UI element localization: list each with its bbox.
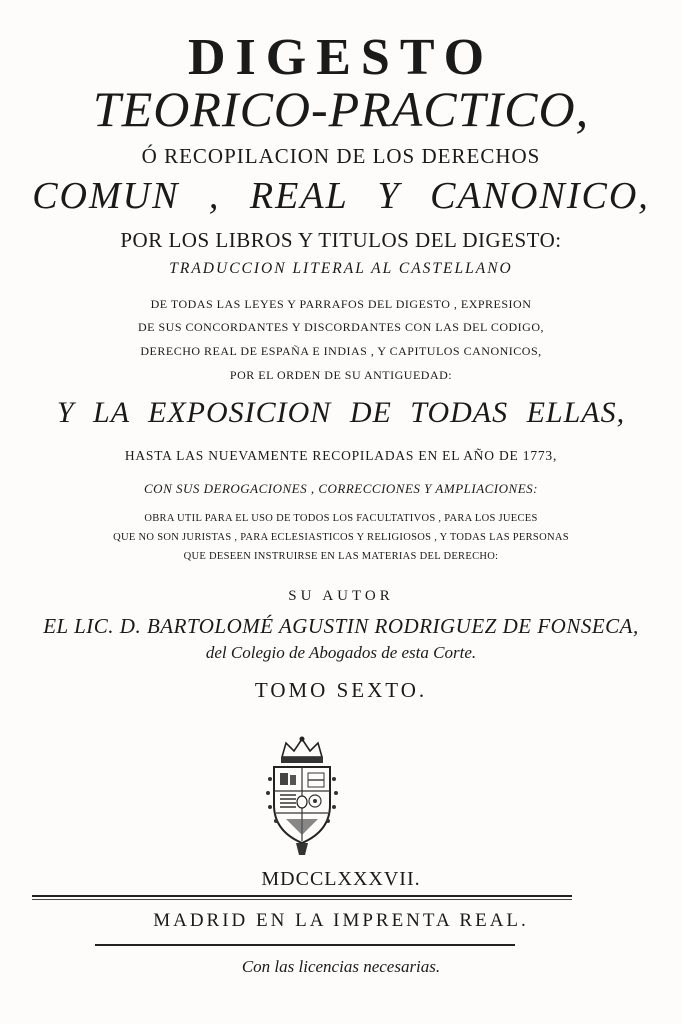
description-line-4: POR EL ORDEN DE SU ANTIGUEDAD: (229, 368, 453, 382)
purpose-line-2: QUE NO SON JURISTAS , PARA ECLESIASTICOS Y RELIGIOSOS , Y TODAS LAS PERSONAS (113, 532, 569, 543)
license-note: Con las licencias necesarias. (241, 957, 441, 976)
description-line-3: DERECHO REAL DE ESPAÑA E INDIAS , Y CAPITULOS CANONICOS, (140, 344, 542, 358)
volume-label: TOMO SEXTO. (254, 678, 428, 702)
main-title: DIGESTO (187, 29, 495, 86)
top-rule (32, 895, 572, 897)
purpose-line-3: QUE DESEEN INSTRUIRSE EN LAS MATERIAS DEL DERECHO: (183, 551, 499, 562)
publication-year: MDCCLXXXVII. (261, 868, 421, 890)
bottom-rule (95, 944, 515, 946)
purpose-line-1: OBRA UTIL PARA EL USO DE TODOS LOS FACULTATIVOS , PARA LOS JUECES (144, 513, 538, 524)
description-line-2: DE SUS CONCORDANTES Y DISCORDANTES CON LAS DEL CODIGO, (137, 320, 545, 334)
exposition-heading: Y LA EXPOSICION DE TODAS ELLAS, (56, 396, 626, 429)
subtitle-teorico-practico: TEORICO-PRACTICO, (92, 81, 590, 137)
author-label: SU AUTOR (288, 588, 394, 604)
subtitle-traduccion: TRADUCCION LITERAL AL CASTELLANO (169, 260, 513, 277)
imprint: MADRID EN LA IMPRENTA REAL. (153, 910, 529, 931)
subtitle-libros: POR LOS LIBROS Y TITULOS DEL DIGESTO: (120, 228, 562, 252)
top-rule-thin (32, 899, 572, 900)
royal-coat-of-arms-icon (252, 735, 352, 857)
description-line-1: DE TODAS LAS LEYES Y PARRAFOS DEL DIGESTO , EXPRESION (150, 297, 532, 311)
author-affiliation: del Colegio de Abogados de esta Corte. (205, 643, 477, 662)
author-name: EL LIC. D. BARTOLOMÉ AGUSTIN RODRIGUEZ DE FONSECA, (43, 614, 639, 638)
exposition-year-line: HASTA LAS NUEVAMENTE RECOPILADAS EN EL AÑO DE 1773, (124, 448, 558, 463)
subtitle-recopilacion: Ó RECOPILACION DE LOS DERECHOS (141, 144, 541, 168)
subtitle-derechos: COMUN , REAL Y CANONICO, (32, 175, 650, 217)
exposition-derogaciones: CON SUS DEROGACIONES , CORRECCIONES Y AMPLIACIONES: (144, 481, 538, 496)
